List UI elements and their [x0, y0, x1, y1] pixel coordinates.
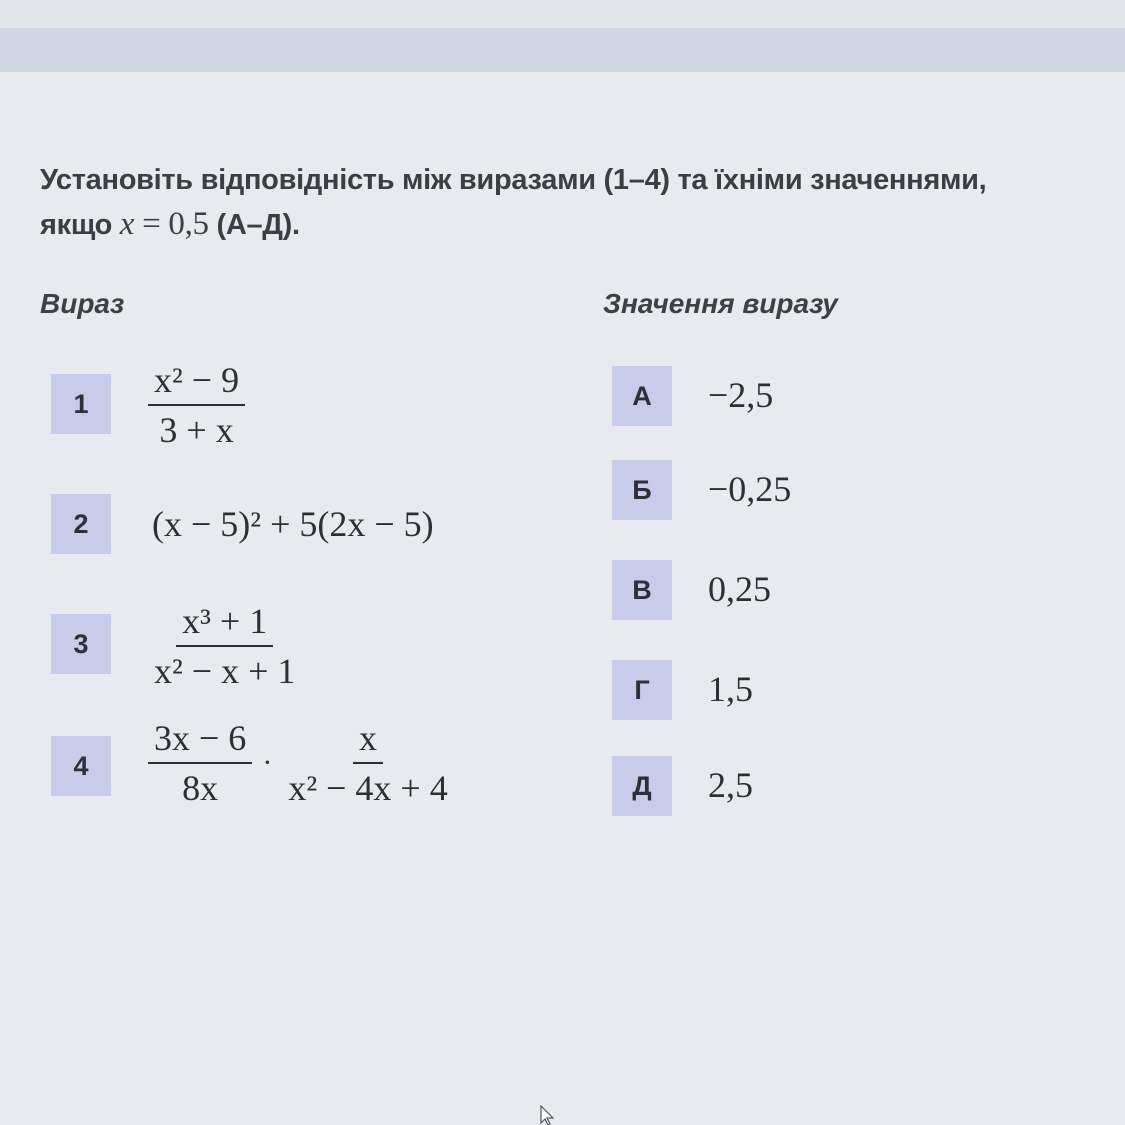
expression-4-fraction-1-numerator: 3x − 6 [148, 718, 252, 764]
expression-4-fraction-2-numerator: x [353, 718, 383, 764]
expression-3 [148, 601, 301, 691]
column-header-expression: Вираз [40, 288, 125, 319]
expression-2-text: (x − 5)² + 5(2x − 5) [152, 504, 434, 544]
mouse-pointer-icon [540, 1105, 554, 1125]
task-line-1: Установіть відповідність між виразами (1–4) та їхніми значеннями, [40, 164, 987, 196]
task-statement [40, 158, 1100, 247]
expression-badge-1: 1 [51, 374, 111, 434]
expression-4-fraction-2-denominator: x² − 4x + 4 [288, 768, 448, 808]
multiply-operator: · [262, 746, 273, 779]
expression-3-numerator: x³ + 1 [176, 601, 273, 647]
expression-badge-4: 4 [51, 736, 111, 796]
value-d: 2,5 [708, 765, 753, 805]
value-badge-a: А [612, 366, 672, 426]
expression-badge-2: 2 [51, 494, 111, 554]
task-line-2-suffix: (А–Д). [208, 209, 300, 241]
column-header-value: Значення виразу [603, 288, 838, 319]
expression-3-fraction [148, 601, 301, 691]
task-line-2-prefix: якщо [40, 209, 120, 241]
value-badge-g: Г [612, 660, 672, 720]
expression-4-fraction-1-denominator: 8x [182, 768, 219, 808]
value-b: −0,25 [708, 469, 792, 509]
value-a: −2,5 [708, 375, 774, 415]
value-badge-b: Б [612, 460, 672, 520]
expression-1-numerator: x² − 9 [148, 360, 245, 406]
expression-4 [148, 718, 454, 808]
value-g: 1,5 [708, 669, 753, 709]
expression-2 [152, 502, 434, 546]
task-variable: x [119, 206, 135, 242]
expression-4-fraction-2 [282, 718, 453, 808]
value-v: 0,25 [708, 569, 771, 609]
value-badge-d: Д [612, 756, 672, 816]
expression-1 [148, 360, 245, 450]
task-variable-value: = 0,5 [134, 206, 209, 242]
expression-1-fraction [148, 360, 245, 450]
expression-badge-3: 3 [51, 614, 111, 674]
expression-3-denominator: x² − x + 1 [154, 651, 296, 691]
top-band-stripe [0, 0, 1125, 28]
value-badge-v: В [612, 560, 672, 620]
task-line-2 [40, 202, 1100, 247]
expression-1-denominator: 3 + x [159, 410, 234, 450]
expression-4-fraction-1 [148, 718, 252, 808]
top-band [0, 0, 1125, 72]
